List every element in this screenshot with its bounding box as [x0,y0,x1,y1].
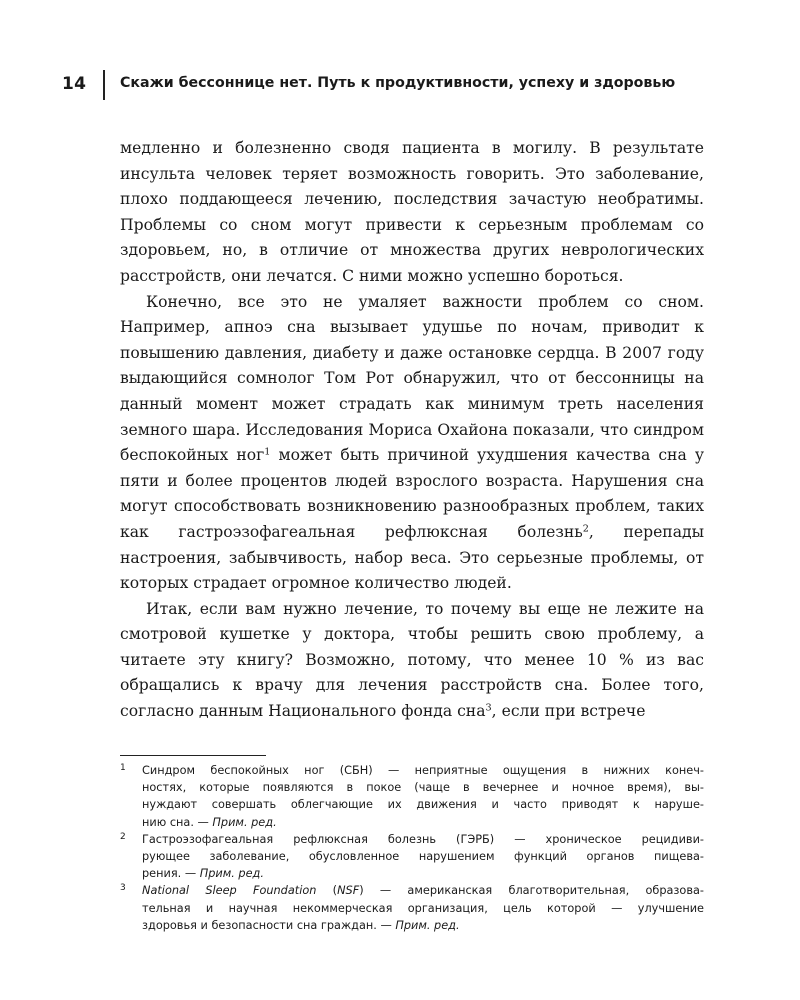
header-divider [103,70,105,100]
footnote-line: нуждают совершать облегчающие их движения и часто приводят к наруше- [142,798,704,812]
organization-abbr: NSF [337,884,360,898]
editor-note: Прим. ред. [212,815,277,829]
footnote-line: рующее заболевание, обусловленное нарушением функций органов пищева- [142,850,704,864]
footnote-number: 1 [120,763,126,773]
footnote-line: Синдром беспокойных ног (СБН) — неприятные ощущения в нижних конеч- [142,764,704,777]
paragraph-3-text-b: , если при встрече [491,702,646,721]
footnote-line: здоровья и безопасности сна граждан. — [142,918,396,932]
running-title: Скажи бессоннице нет. Путь к продуктивности, успеху и здоровью [120,75,676,91]
footnote-ref-1: 1 [264,446,271,458]
footnote-line: нию сна. — [142,815,213,829]
footnote-line: ностях, которые появляются в покое (чаще в вечернее и ночное время), вы- [142,781,704,795]
footnote-ref-2: 2 [582,523,589,535]
paragraph-3-text-a: Итак, если вам нужно лечение, то почему вы еще не лежите на смотровой кушетке у доктора, чтобы решить свою проблему, а читаете эту книгу? Возможно, потому, что менее 10 % из вас обращались к врачу для лечения расстройств сна. Более того, согласно данным Национального фонда сна [120,599,704,721]
paragraph-1: медленно и болезненно сводя пациента в могилу. В результате инсульта человек теряет возможность говорить. Это заболевание, плохо поддающееся лечению, последствия зачастую необратимы. Проблемы со сном могут привести к серьезным проблемам со здоровьем, но, в отличие от множества других неврологических расстройств, они лечатся. С ними можно успешно бороться. [120,139,704,285]
paragraph-2-text-b: может быть причиной ухудшения качества сна у пяти и более процентов людей взрослого возраста. Нарушения сна могут способствовать возникновению разнообразных проблем, таких как гастроэзофагеальная рефлюксная болезнь [120,446,704,541]
footnotes [120,762,704,934]
footnote-line: National Sleep Foundation (NSF) — американская благотворительная, образова- [142,884,704,898]
editor-note: Прим. ред. [199,867,264,881]
main-text [120,136,704,725]
footnote-number: 3 [120,883,126,894]
footnote-line: рения. — [142,867,200,881]
footnote-divider [120,755,266,756]
paragraph-3 [120,597,704,725]
footnote-3 [120,882,704,934]
editor-note: Прим. ред. [395,918,460,932]
footnote-1 [120,762,704,831]
footnote-number: 2 [120,831,126,842]
footnote-line: тельная и научная некоммерческая организация, цель которой — улучшение [142,901,704,915]
page-number: 14 [62,74,87,94]
footnote-ref-3: 3 [485,702,492,714]
organization-name: National Sleep Foundation [142,884,317,898]
footnote-2 [120,831,704,883]
paragraph-2 [120,290,704,597]
running-header [62,70,742,100]
paragraph-2-text-c: , перепады настроения, забывчивость, набор веса. Это серьезные проблемы, от которых страдает огромное количество людей. [120,522,704,593]
footnote-line: Гастроэзофагеальная рефлюксная болезнь (ГЭРБ) — хроническое рецидиви- [142,832,704,846]
paragraph-2-text-a: Конечно, все это не умаляет важности проблем со сном. Например, апноэ сна вызывает удушье по ночам, приводит к повышению давления, диабету и даже остановке сердца. В 2007 году выдающийся сомнолог Том Рот обнаружил, что от бессонницы на данный момент может страдать как минимум треть населения земного шара. Исследования Мориса Охайона показали, что синдром беспокойных ног [120,292,704,465]
